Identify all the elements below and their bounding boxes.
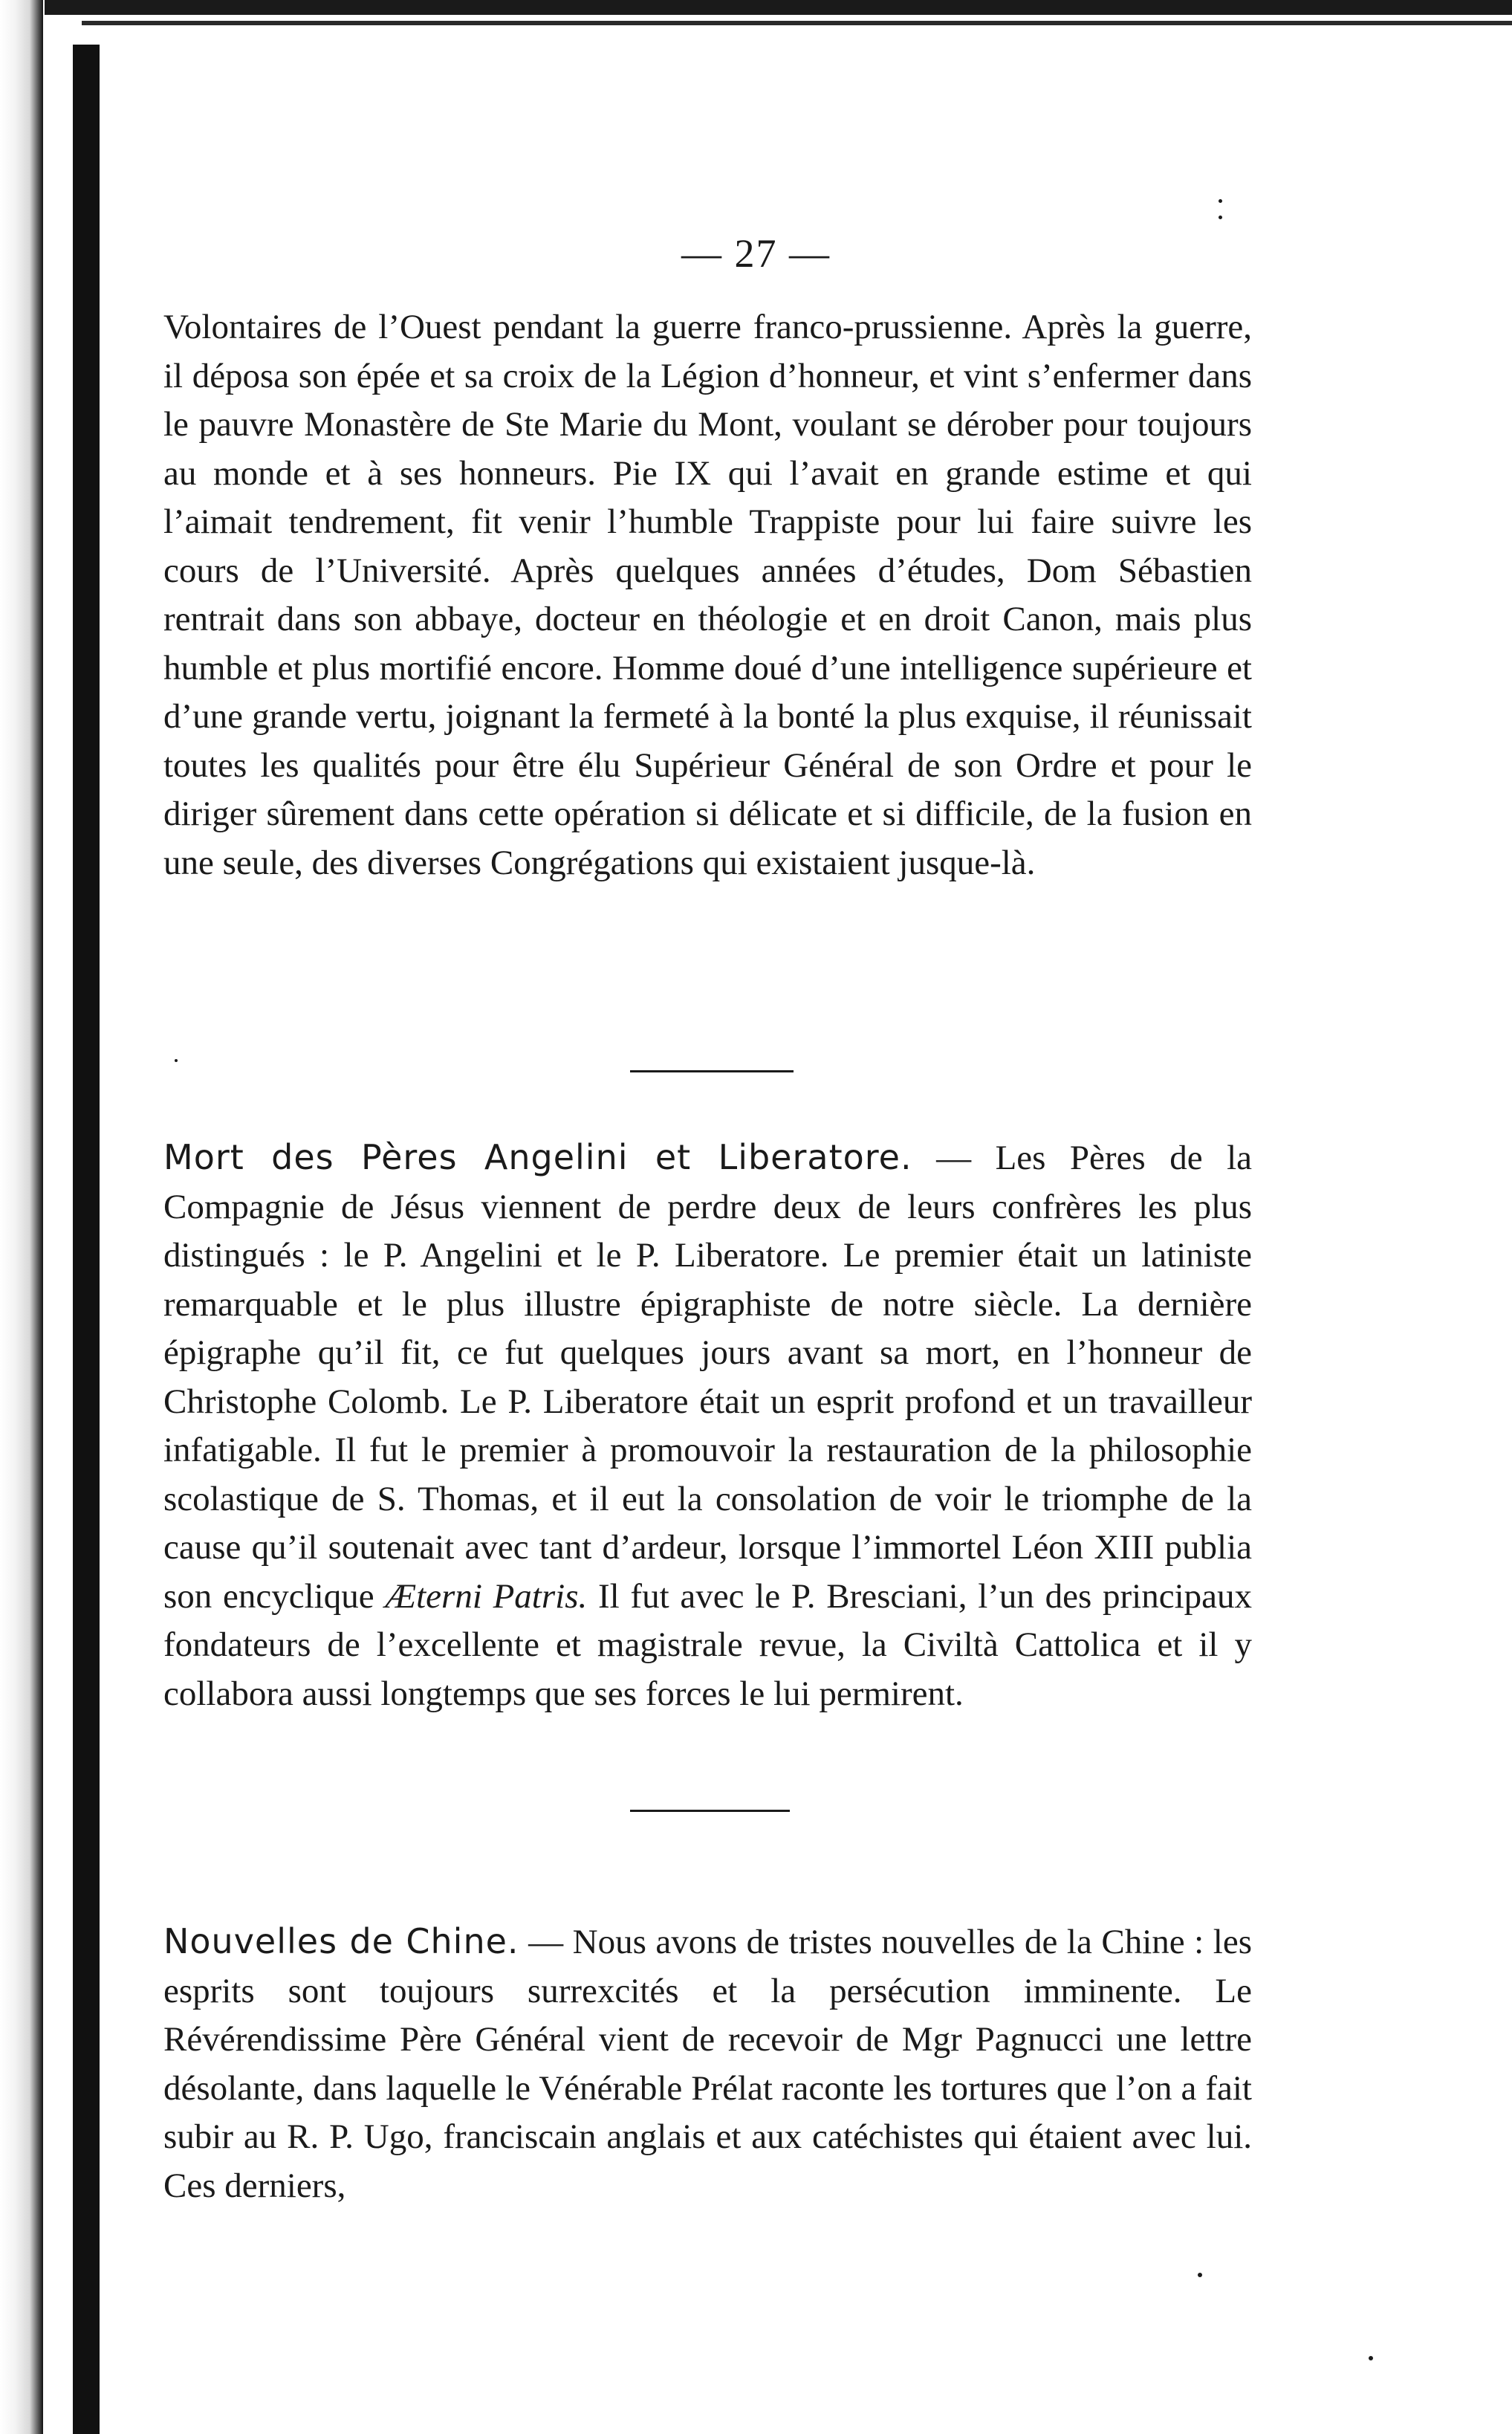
paragraph-text: — Nous avons de tristes nouvelles de la Chine : les esprits sont toujours surrexcités et la persécution imminente. Le Révérendissime Père Général vient de recevoir de Mgr Pagnucci une lettre désolante, dans laquelle le Vénérable Prélat raconte les tortures que l’on a fait subir au R. P. Ugo, franciscain anglais et aux catéchistes qui étaient avec lui. Ces derniers,: [163, 1923, 1252, 2205]
book-spine-shadow: [73, 45, 100, 2434]
page-number: — 27 —: [681, 231, 831, 276]
paragraph-angelini-liberatore: [163, 1133, 1252, 1718]
print-speck: [1198, 2273, 1202, 2277]
paragraph-chine: [163, 1917, 1252, 2210]
paragraph-text-end: Il fut avec le P. Bresciani, l’un des principaux fondateurs de l’excellente et magistrale revue, la Civiltà Cattolica et il y collabora aussi longtemps que ses forces le lui permirent.: [163, 1576, 1252, 1713]
paragraph-continuation: [163, 303, 1252, 887]
print-speck: [1219, 199, 1222, 203]
section-title: Nouvelles de Chine.: [163, 1921, 519, 1961]
print-speck: [175, 1059, 178, 1062]
paragraph-text: — Les Pères de la Compagnie de Jésus viennent de perdre deux de leurs confrères les plus distingués : le P. Angelini et le P. Liberatore. Le premier était un latiniste remarquable et le plus illustre épigraphiste de notre siècle. La dernière épigraphe qu’il fit, ce fut quelques jours avant sa mort, en l’honneur de Christophe Colomb. Le P. Liberatore était un esprit profond et un travailleur infatigable. Il fut le premier à promouvoir la restauration de la philosophie scolastique de S. Thomas, et il eut la consolation de voir le triomphe de la cause qu’il soutenait avec tant d’ardeur, lorsque l’immortel Léon XIII publia son encyclique: [163, 1139, 1252, 1616]
encyclical-title: Æterni Patris.: [385, 1576, 588, 1616]
top-border-inner: [82, 21, 1512, 25]
section-title: Mort des Pères Angelini et Liberatore.: [163, 1137, 912, 1177]
paragraph-text: Volontaires de l’Ouest pendant la guerre franco-prussienne. Après la guerre, il déposa son épée et sa croix de la Légion d’honneur, et vint s’enfermer dans le pauvre Monastère de Ste Marie du Mont, voulant se dérober pour toujours au monde et à ses honneurs. Pie IX qui l’avait en grande estime et qui l’aimait tendrement, fit venir l’humble Trappiste pour lui faire suivre les cours de l’Université. Après quelques années d’études, Dom Sébastien rentrait dans son abbaye, docteur en théologie et en droit Canon, mais plus humble et plus mortifié encore. Homme doué d’une intelligence supérieure et d’une grande vertu, joignant la fermeté à la bonté la plus exquise, il réunissait toutes les qualités pour être élu Supérieur Général de son Ordre et pour le diriger sûrement dans cette opération si délicate et si difficile, de la fusion en une seule, des diverses Congrégations qui existaient jusque-là.: [163, 308, 1252, 882]
print-speck: [1219, 216, 1222, 219]
section-divider: [630, 1810, 790, 1812]
print-speck: [1369, 2356, 1373, 2360]
page-edge-shadow: [0, 0, 43, 2434]
top-border: [45, 0, 1512, 15]
section-divider: [630, 1070, 794, 1072]
